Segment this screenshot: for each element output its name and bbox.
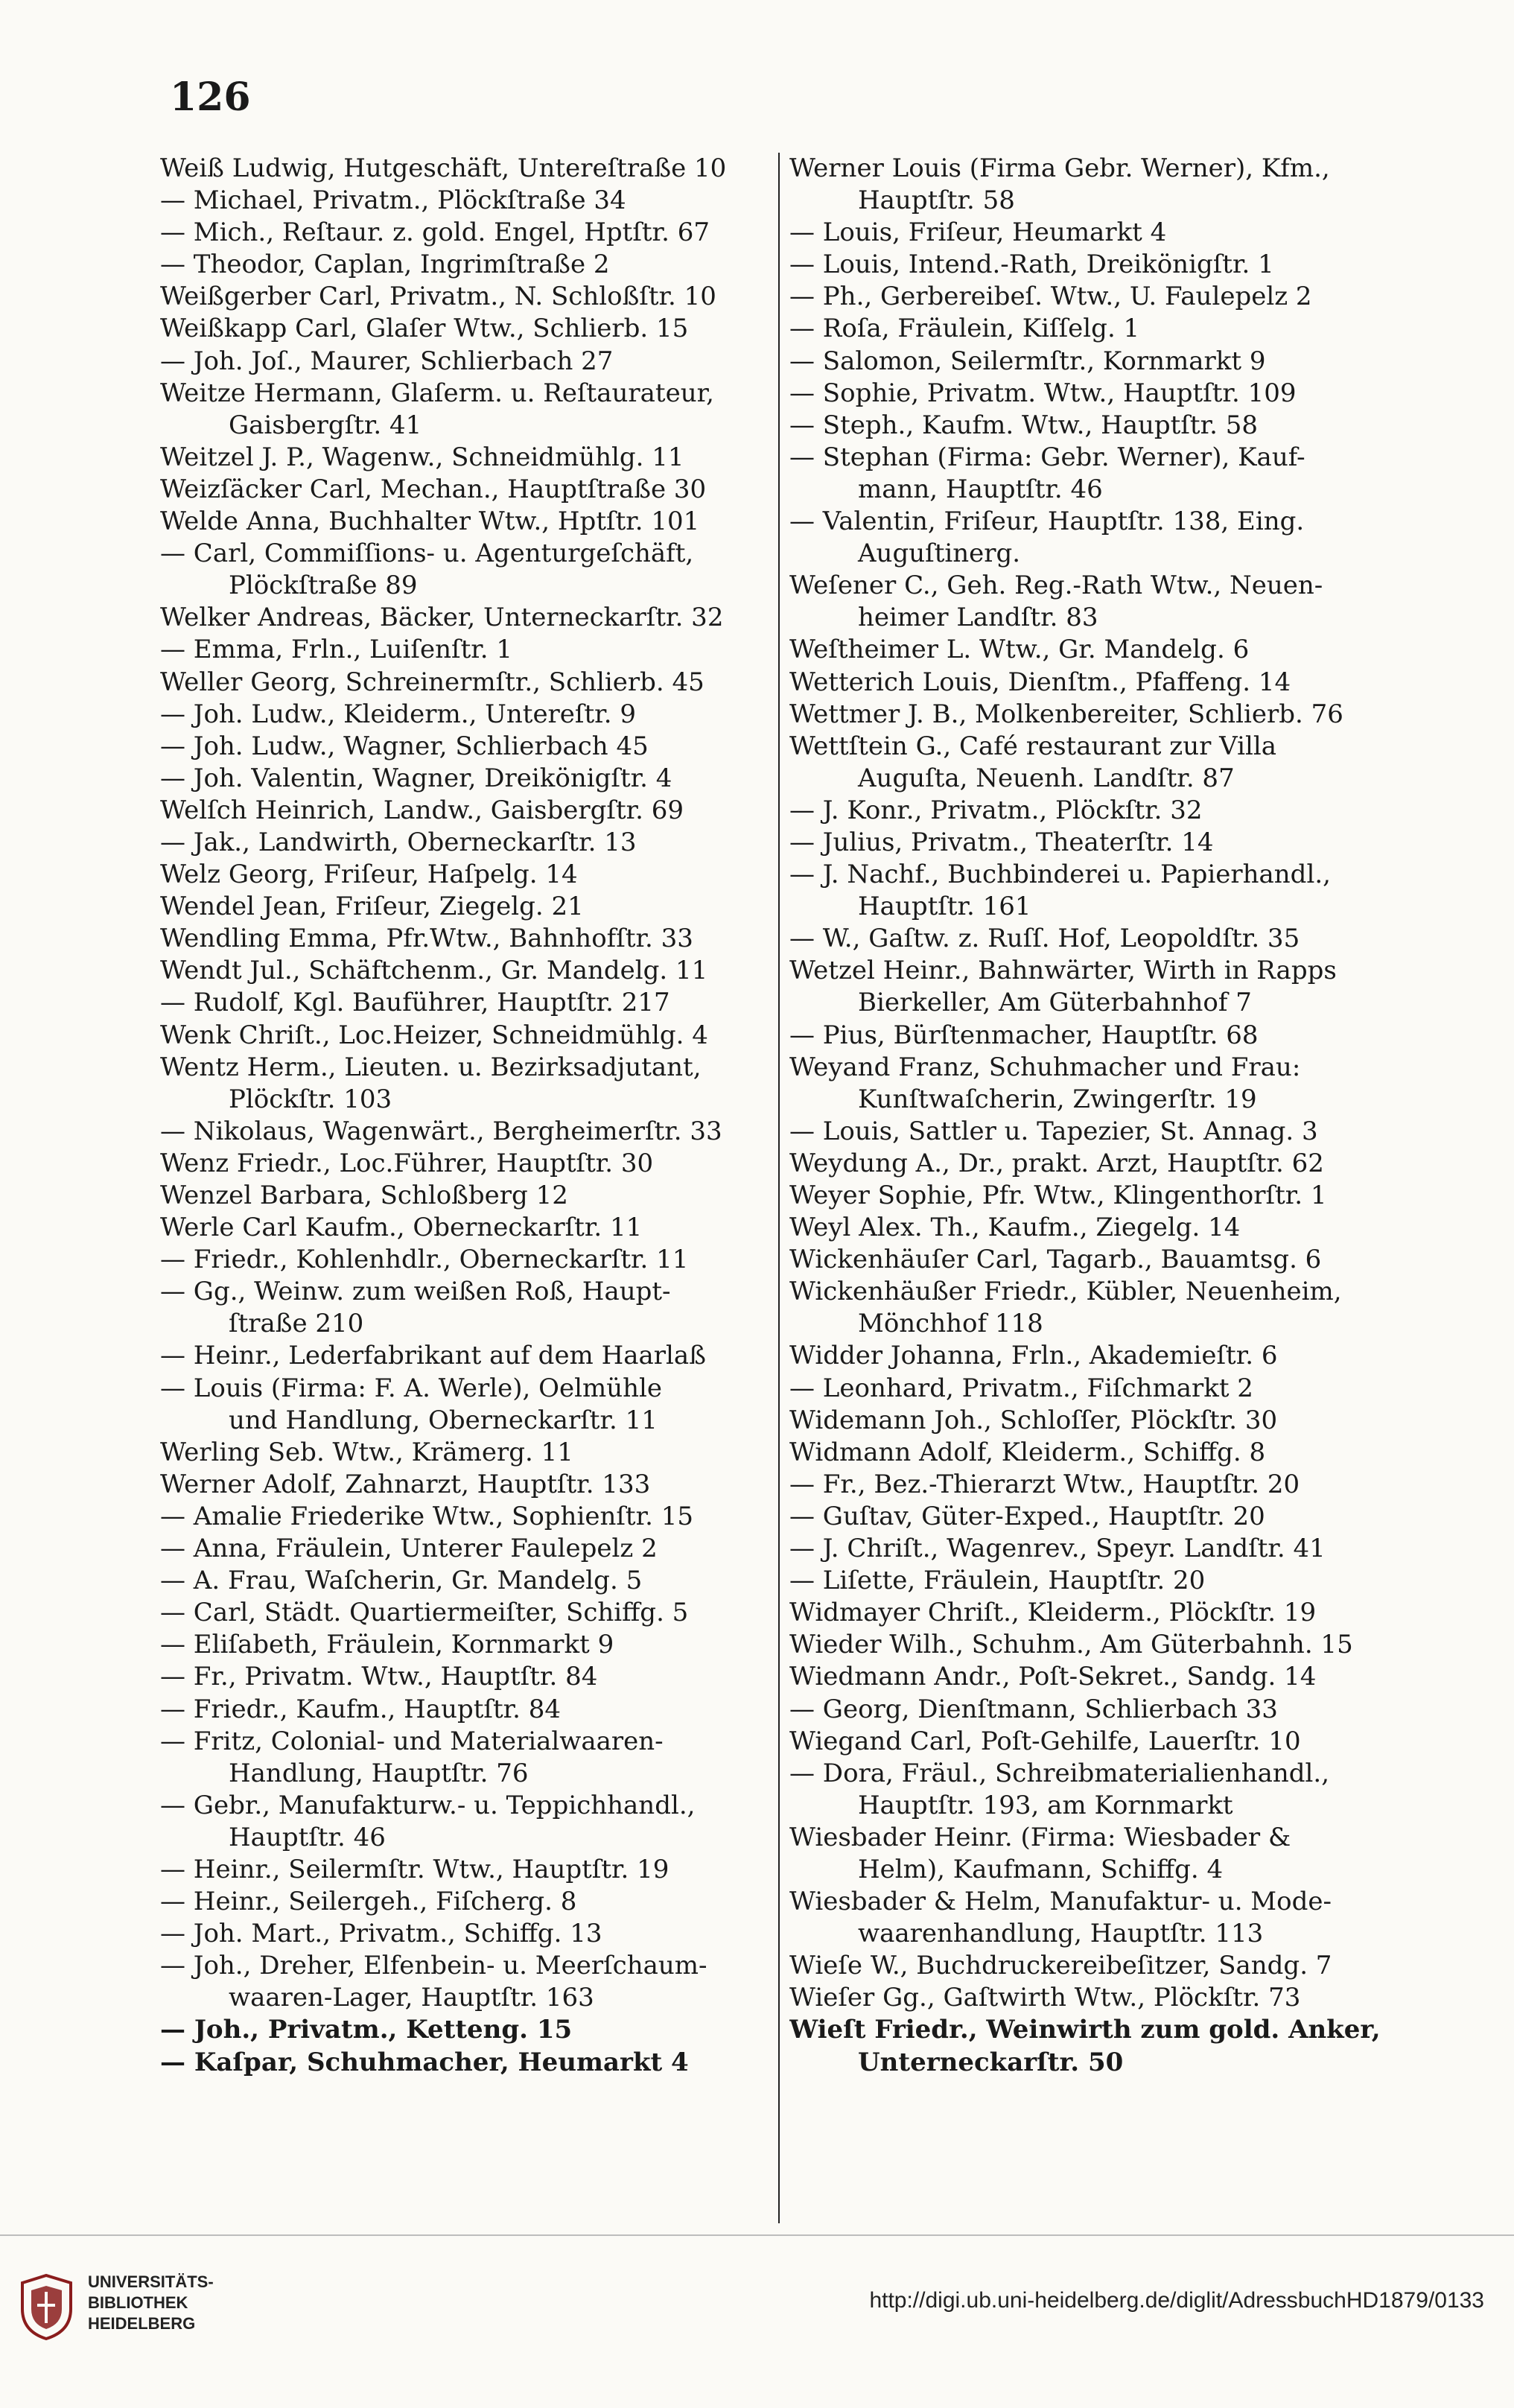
directory-entry-line: — A. Frau, Waſcherin, Gr. Mandelg. 5: [160, 1566, 643, 1596]
directory-entry-line: Wieſt Friedr., Weinwirth zum gold. Anker,: [789, 2015, 1381, 2045]
directory-entry-line: — Jak., Landwirth, Oberneckarſtr. 13: [160, 827, 637, 857]
directory-entry-line: — Carl, Commiſſions- u. Agenturgeſchäft,: [160, 539, 694, 569]
directory-entry-line: — Dora, Fräul., Schreibmaterialienhandl.,: [789, 1758, 1330, 1788]
source-url-link[interactable]: http://digi.ub.uni-heidelberg.de/diglit/AdressbuchHD1879/0133: [869, 2288, 1484, 2313]
page-number: 126: [170, 74, 251, 120]
directory-entry-line: Mönchhof 118: [858, 1309, 1043, 1339]
directory-entry-line: — Heinr., Lederfabrikant auf dem Haarlaß: [160, 1341, 706, 1371]
directory-entry-line: Weiß Ludwig, Hutgeschäft, Untereſtraße 10: [160, 153, 727, 183]
directory-entry-line: — Joh., Privatm., Ketteng. 15: [160, 2015, 573, 2045]
directory-entry-line: Wendling Emma, Pfr.Wtw., Bahnhofſtr. 33: [160, 924, 693, 954]
directory-entry-line: — Heinr., Seilergeh., Fiſcherg. 8: [160, 1887, 577, 1917]
library-name-line3: HEIDELBERG: [88, 2314, 196, 2333]
directory-entry-line: Wickenhäußer Friedr., Kübler, Neuenheim,: [789, 1277, 1342, 1307]
directory-entry-line: — Joh. Mart., Privatm., Schiffg. 13: [160, 1919, 602, 1949]
directory-entry-line: — Valentin, Friſeur, Hauptſtr. 138, Eing.: [789, 506, 1305, 537]
directory-entry-line: — Carl, Städt. Quartiermeiſter, Schiffg. 5: [160, 1598, 689, 1628]
directory-entry-line: — W., Gaſtw. z. Ruſſ. Hof, Leopoldſtr. 35: [789, 924, 1300, 954]
directory-entry-line: Wiedmann Andr., Poſt-Sekret., Sandg. 14: [789, 1662, 1317, 1692]
directory-entry-line: waaren-Lager, Hauptſtr. 163: [229, 1983, 594, 2013]
directory-entry-line: — J. Konr., Privatm., Plöckſtr. 32: [789, 795, 1203, 825]
directory-entry-line: — J. Nachf., Buchbinderei u. Papierhandl.,: [789, 860, 1331, 890]
directory-entry-line: — Rudolf, Kgl. Bauführer, Hauptſtr. 217: [160, 988, 670, 1018]
directory-entry-line: heimer Landſtr. 83: [858, 603, 1098, 633]
directory-entry-line: Weizſäcker Carl, Mechan., Hauptſtraße 30: [160, 474, 707, 504]
directory-entry-line: Widmann Adolf, Kleiderm., Schiffg. 8: [789, 1437, 1266, 1467]
directory-entry-line: Kunſtwaſcherin, Zwingerſtr. 19: [858, 1084, 1257, 1114]
directory-entry-line: — Louis, Friſeur, Heumarkt 4: [789, 217, 1167, 248]
directory-entry-line: Wettſtein G., Café restaurant zur Villa: [789, 731, 1277, 761]
directory-entry-line: — Mich., Reſtaur. z. gold. Engel, Hptſtr. 67: [160, 217, 710, 248]
directory-entry-line: Wentz Herm., Lieuten. u. Bezirksadjutant,: [160, 1052, 702, 1082]
directory-entry-line: — Joh. Valentin, Wagner, Dreikönigſtr. 4: [160, 763, 672, 793]
directory-entry-line: — Amalie Friederike Wtw., Sophienſtr. 15: [160, 1501, 693, 1531]
directory-entry-line: Welde Anna, Buchhalter Wtw., Hptſtr. 101: [160, 506, 700, 537]
directory-entry-line: Wettmer J. B., Molkenbereiter, Schlierb. 76: [789, 699, 1343, 729]
directory-entry-line: — Louis (Firma: F. A. Werle), Oelmühle: [160, 1373, 663, 1403]
directory-entry-line: Wieder Wilh., Schuhm., Am Güterbahnh. 15: [789, 1630, 1353, 1660]
directory-entry-line: Widder Johanna, Frln., Akademieſtr. 6: [789, 1341, 1278, 1371]
directory-entry-line: Hauptſtr. 58: [858, 185, 1015, 216]
directory-entry-line: mann, Hauptſtr. 46: [858, 474, 1103, 504]
directory-entry-line: — Sophie, Privatm. Wtw., Hauptſtr. 109: [789, 378, 1297, 408]
directory-entry-line: — Heinr., Seilermſtr. Wtw., Hauptſtr. 19: [160, 1854, 669, 1884]
directory-entry-line: — Emma, Frln., Luiſenſtr. 1: [160, 635, 512, 665]
directory-entry-line: Bierkeller, Am Güterbahnhof 7: [858, 988, 1252, 1018]
footer-divider: [0, 2234, 1514, 2236]
directory-entry-line: Helm), Kaufmann, Schiffg. 4: [858, 1854, 1224, 1884]
directory-entry-line: Plöckſtr. 103: [229, 1084, 392, 1114]
library-name: [88, 2272, 214, 2334]
directory-entry-line: Handlung, Hauptſtr. 76: [229, 1758, 529, 1788]
directory-entry-line: — Pius, Bürſtenmacher, Hauptſtr. 68: [789, 1020, 1259, 1050]
directory-entry-line: Auguſta, Neuenh. Landſtr. 87: [858, 763, 1235, 793]
column-divider: [778, 153, 780, 2223]
directory-entry-line: — Friedr., Kaufm., Hauptſtr. 84: [160, 1694, 562, 1724]
directory-entry-line: — Roſa, Fräulein, Kiſſelg. 1: [789, 314, 1140, 344]
directory-entry-line: Hauptſtr. 161: [858, 892, 1031, 922]
directory-entry-line: — Kaſpar, Schuhmacher, Heumarkt 4: [160, 2047, 689, 2077]
directory-entry-line: Widemann Joh., Schloſſer, Plöckſtr. 30: [789, 1405, 1278, 1435]
directory-entry-line: Werle Carl Kaufm., Oberneckarſtr. 11: [160, 1213, 643, 1243]
directory-entry-line: — Gebr., Manufakturw.- u. Teppichhandl.,: [160, 1790, 696, 1820]
directory-entry-line: Gaisbergſtr. 41: [229, 410, 422, 440]
directory-entry-line: Welz Georg, Friſeur, Haſpelg. 14: [160, 860, 578, 890]
directory-entry-line: — J. Chriſt., Wagenrev., Speyr. Landſtr. 41: [789, 1534, 1326, 1564]
directory-entry-line: waarenhandlung, Hauptſtr. 113: [858, 1919, 1264, 1949]
directory-entry-line: Wiesbader Heinr. (Firma: Wiesbader &: [789, 1822, 1291, 1852]
library-name-line1: UNIVERSITÄTS-: [88, 2272, 214, 2291]
directory-entry-line: — Fritz, Colonial- und Materialwaaren-: [160, 1726, 664, 1756]
directory-entry-line: Werner Adolf, Zahnarzt, Hauptſtr. 133: [160, 1469, 651, 1499]
directory-entry-line: Unterneckarſtr. 50: [858, 2047, 1124, 2077]
directory-entry-line: Weyand Franz, Schuhmacher und Frau:: [789, 1052, 1301, 1082]
right-column: [789, 153, 1408, 2079]
directory-entry-line: — Julius, Privatm., Theaterſtr. 14: [789, 827, 1214, 857]
directory-entry-line: Widmayer Chriſt., Kleiderm., Plöckſtr. 19: [789, 1598, 1317, 1628]
directory-entry-line: — Anna, Fräulein, Unterer Faulepelz 2: [160, 1534, 658, 1564]
directory-entry-line: — Fr., Bez.-Thierarzt Wtw., Hauptſtr. 20: [789, 1469, 1300, 1499]
directory-entry-line: Weyl Alex. Th., Kaufm., Ziegelg. 14: [789, 1213, 1241, 1243]
directory-entry-line: — Joh. Ludw., Wagner, Schlierbach 45: [160, 731, 649, 761]
directory-entry-line: — Friedr., Kohlenhdlr., Oberneckarſtr. 11: [160, 1245, 689, 1275]
directory-entry-line: ſtraße 210: [229, 1309, 364, 1339]
directory-entry-line: — Fr., Privatm. Wtw., Hauptſtr. 84: [160, 1662, 598, 1692]
directory-entry-line: Plöckſtraße 89: [229, 571, 418, 601]
directory-entry-line: Wendt Jul., Schäftchenm., Gr. Mandelg. 11: [160, 956, 708, 986]
directory-entry-line: Hauptſtr. 193, am Kornmarkt: [858, 1790, 1233, 1820]
directory-entry-line: — Louis, Sattler u. Tapezier, St. Annag. 3: [789, 1116, 1318, 1146]
directory-entry-line: Wiegand Carl, Poſt-Gehilfe, Lauerſtr. 10: [789, 1726, 1301, 1756]
directory-entry-line: Wenz Friedr., Loc.Führer, Hauptſtr. 30: [160, 1148, 654, 1178]
directory-entry-line: Weſener C., Geh. Reg.-Rath Wtw., Neuen-: [789, 571, 1323, 601]
directory-entry-line: — Joh. Ludw., Kleiderm., Untereſtr. 9: [160, 699, 636, 729]
directory-entry-line: Wiesbader & Helm, Manufaktur- u. Mode-: [789, 1887, 1332, 1917]
directory-entry-line: — Louis, Intend.-Rath, Dreikönigſtr. 1: [789, 250, 1274, 280]
directory-entry-line: Weſtheimer L. Wtw., Gr. Mandelg. 6: [789, 635, 1250, 665]
directory-entry-line: — Salomon, Seilermſtr., Kornmarkt 9: [789, 346, 1266, 376]
directory-entry-line: — Gg., Weinw. zum weißen Roß, Haupt-: [160, 1277, 671, 1307]
university-seal-icon: [15, 2268, 78, 2342]
directory-entry-line: — Guſtav, Güter-Exped., Hauptſtr. 20: [789, 1501, 1265, 1531]
directory-entry-line: Weißkapp Carl, Glaſer Wtw., Schlierb. 15: [160, 314, 689, 344]
directory-entry-line: Weydung A., Dr., prakt. Arzt, Hauptſtr. 62: [789, 1148, 1324, 1178]
directory-entry-line: Auguſtinerg.: [858, 539, 1021, 569]
directory-entry-line: — Joh. Joſ., Maurer, Schlierbach 27: [160, 346, 614, 376]
directory-entry-line: Wendel Jean, Friſeur, Ziegelg. 21: [160, 892, 584, 922]
directory-entry-line: Welſch Heinrich, Landw., Gaisbergſtr. 69: [160, 795, 684, 825]
directory-entry-line: Welker Andreas, Bäcker, Unterneckarſtr. 32: [160, 603, 724, 633]
directory-entry-line: Wetzel Heinr., Bahnwärter, Wirth in Rapps: [789, 956, 1337, 986]
directory-entry-line: — Nikolaus, Wagenwärt., Bergheimerſtr. 33: [160, 1116, 722, 1146]
directory-entry-line: — Michael, Privatm., Plöckſtraße 34: [160, 185, 626, 216]
directory-entry-line: Hauptſtr. 46: [229, 1822, 386, 1852]
directory-entry-line: Weitze Hermann, Glaſerm. u. Reſtaurateur,: [160, 378, 714, 408]
directory-entry-line: Weitzel J. P., Wagenw., Schneidmühlg. 11: [160, 442, 684, 472]
directory-entry-line: Weißgerber Carl, Privatm., N. Schloßſtr. 10: [160, 282, 716, 312]
directory-entry-line: Weller Georg, Schreinermſtr., Schlierb. 45: [160, 667, 704, 697]
directory-entry-line: Wieſe W., Buchdruckereibeſitzer, Sandg. 7: [789, 1951, 1332, 1981]
directory-entry-line: — Ph., Gerbereibeſ. Wtw., U. Faulepelz 2: [789, 282, 1312, 312]
directory-entry-line: — Steph., Kaufm. Wtw., Hauptſtr. 58: [789, 410, 1258, 440]
left-column: [160, 153, 778, 2079]
directory-entry-line: — Stephan (Firma: Gebr. Werner), Kauf-: [789, 442, 1305, 472]
directory-entry-line: Wenzel Barbara, Schloßberg 12: [160, 1181, 568, 1210]
directory-entry-line: Wetterich Louis, Dienſtm., Pfaffeng. 14: [789, 667, 1291, 697]
directory-entry-line: — Joh., Dreher, Elfenbein- u. Meerſchaum-: [160, 1951, 707, 1981]
directory-entry-line: — Leonhard, Privatm., Fiſchmarkt 2: [789, 1373, 1253, 1403]
directory-entry-line: und Handlung, Oberneckarſtr. 11: [229, 1405, 658, 1435]
directory-entry-line: Weyer Sophie, Pfr. Wtw., Klingenthorſtr. 1: [789, 1181, 1327, 1210]
directory-entry-line: Wieſer Gg., Gaſtwirth Wtw., Plöckſtr. 73: [789, 1983, 1301, 2013]
directory-entry-line: Wickenhäuſer Carl, Tagarb., Bauamtsg. 6: [789, 1245, 1322, 1275]
directory-entry-line: — Liſette, Fräulein, Hauptſtr. 20: [789, 1566, 1206, 1596]
directory-entry-line: Wenk Chriſt., Loc.Heizer, Schneidmühlg. 4: [160, 1020, 708, 1050]
directory-entry-line: — Theodor, Caplan, Ingrimſtraße 2: [160, 250, 610, 280]
directory-entry-line: — Eliſabeth, Fräulein, Kornmarkt 9: [160, 1630, 614, 1660]
directory-entry-line: Werling Seb. Wtw., Krämerg. 11: [160, 1437, 573, 1467]
directory-entry-line: — Georg, Dienſtmann, Schlierbach 33: [789, 1694, 1278, 1724]
directory-entry-line: Werner Louis (Firma Gebr. Werner), Kfm.,: [789, 153, 1330, 183]
library-name-line2: BIBLIOTHEK: [88, 2293, 188, 2312]
